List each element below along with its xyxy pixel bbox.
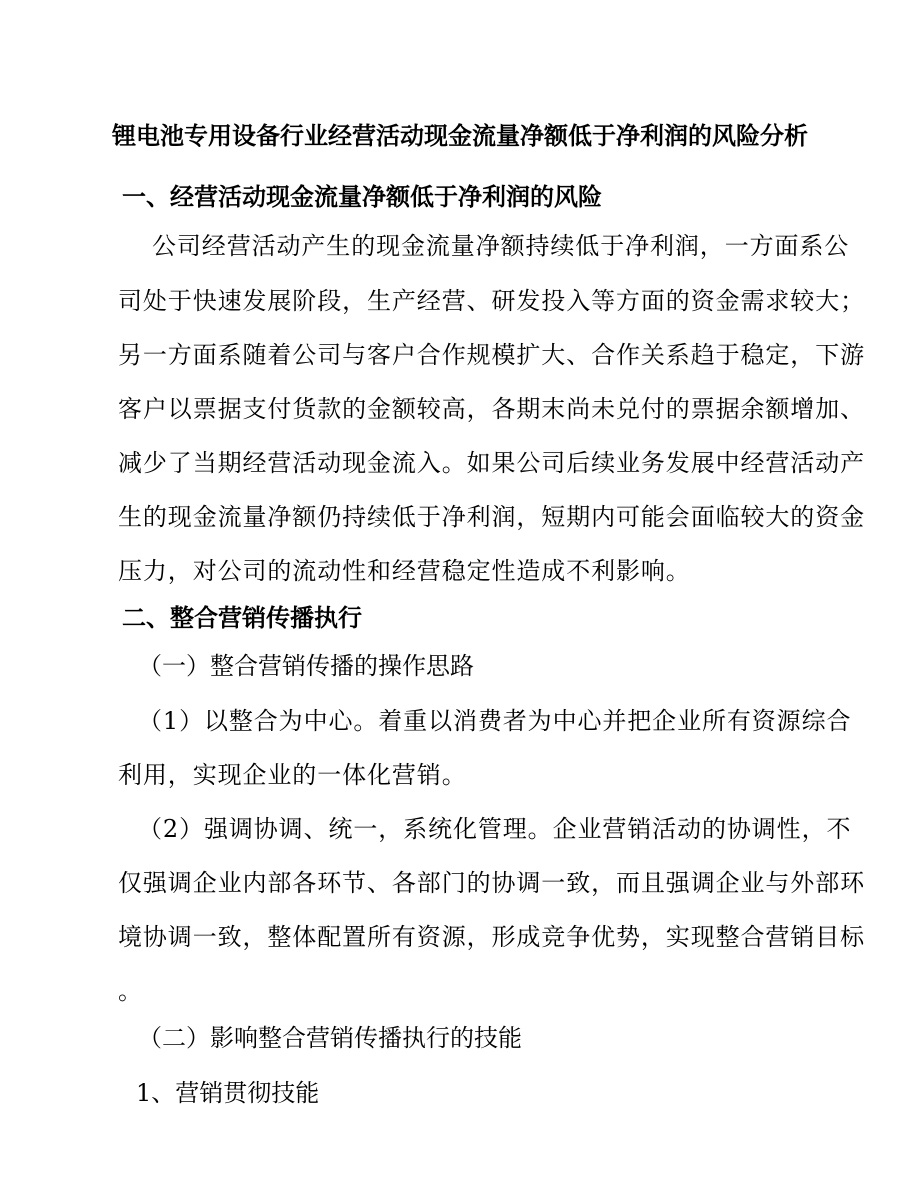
paragraph-line: 生的现金流量净额仍持续低于净利润，短期内可能会面临较大的资金 — [118, 503, 865, 531]
paragraph-line: 司处于快速发展阶段，生产经营、研发投入等方面的资金需求较大； — [118, 287, 865, 315]
list-item-line: 境协调一致，整体配置所有资源，形成竞争优势，实现整合营销目标 — [118, 923, 865, 951]
section-heading-risk: 一、经营活动现金流量净额低于净利润的风险 — [122, 182, 602, 211]
paragraph-line: 公司经营活动产生的现金流量净额持续低于净利润，一方面系公 — [152, 232, 850, 260]
section-heading-imc: 二、整合营销传播执行 — [122, 603, 362, 632]
paragraph-line: 另一方面系随着公司与客户合作规模扩大、合作关系趋于稳定，下游 — [118, 341, 865, 369]
list-item-skill: 1、营销贯彻技能 — [136, 1079, 320, 1107]
paragraph-line: 压力，对公司的流动性和经营稳定性造成不利影响。 — [118, 557, 691, 585]
paragraph-line: 客户以票据支付货款的金额较高，各期末尚未兑付的票据余额增加、 — [118, 395, 865, 423]
list-item-line: 。 — [118, 977, 143, 1005]
document-title: 锂电池专用设备行业经营活动现金流量净额低于净利润的风险分析 — [112, 121, 808, 150]
list-item-line: 仅强调企业内部各环节、各部门的协调一致，而且强调企业与外部环 — [118, 869, 865, 897]
list-item-line: （1）以整合为中心。着重以消费者为中心并把企业所有资源综合 — [138, 707, 852, 735]
list-item-line: 利用，实现企业的一体化营销。 — [118, 761, 467, 789]
subsection-heading-skills: （二）影响整合营销传播执行的技能 — [138, 1024, 522, 1052]
paragraph-line: 减少了当期经营活动现金流入。如果公司后续业务发展中经营活动产 — [118, 449, 865, 477]
subsection-heading-ideas: （一）整合营销传播的操作思路 — [138, 652, 474, 680]
list-item-line: （2）强调协调、统一，系统化管理。企业营销活动的协调性，不 — [138, 815, 852, 843]
